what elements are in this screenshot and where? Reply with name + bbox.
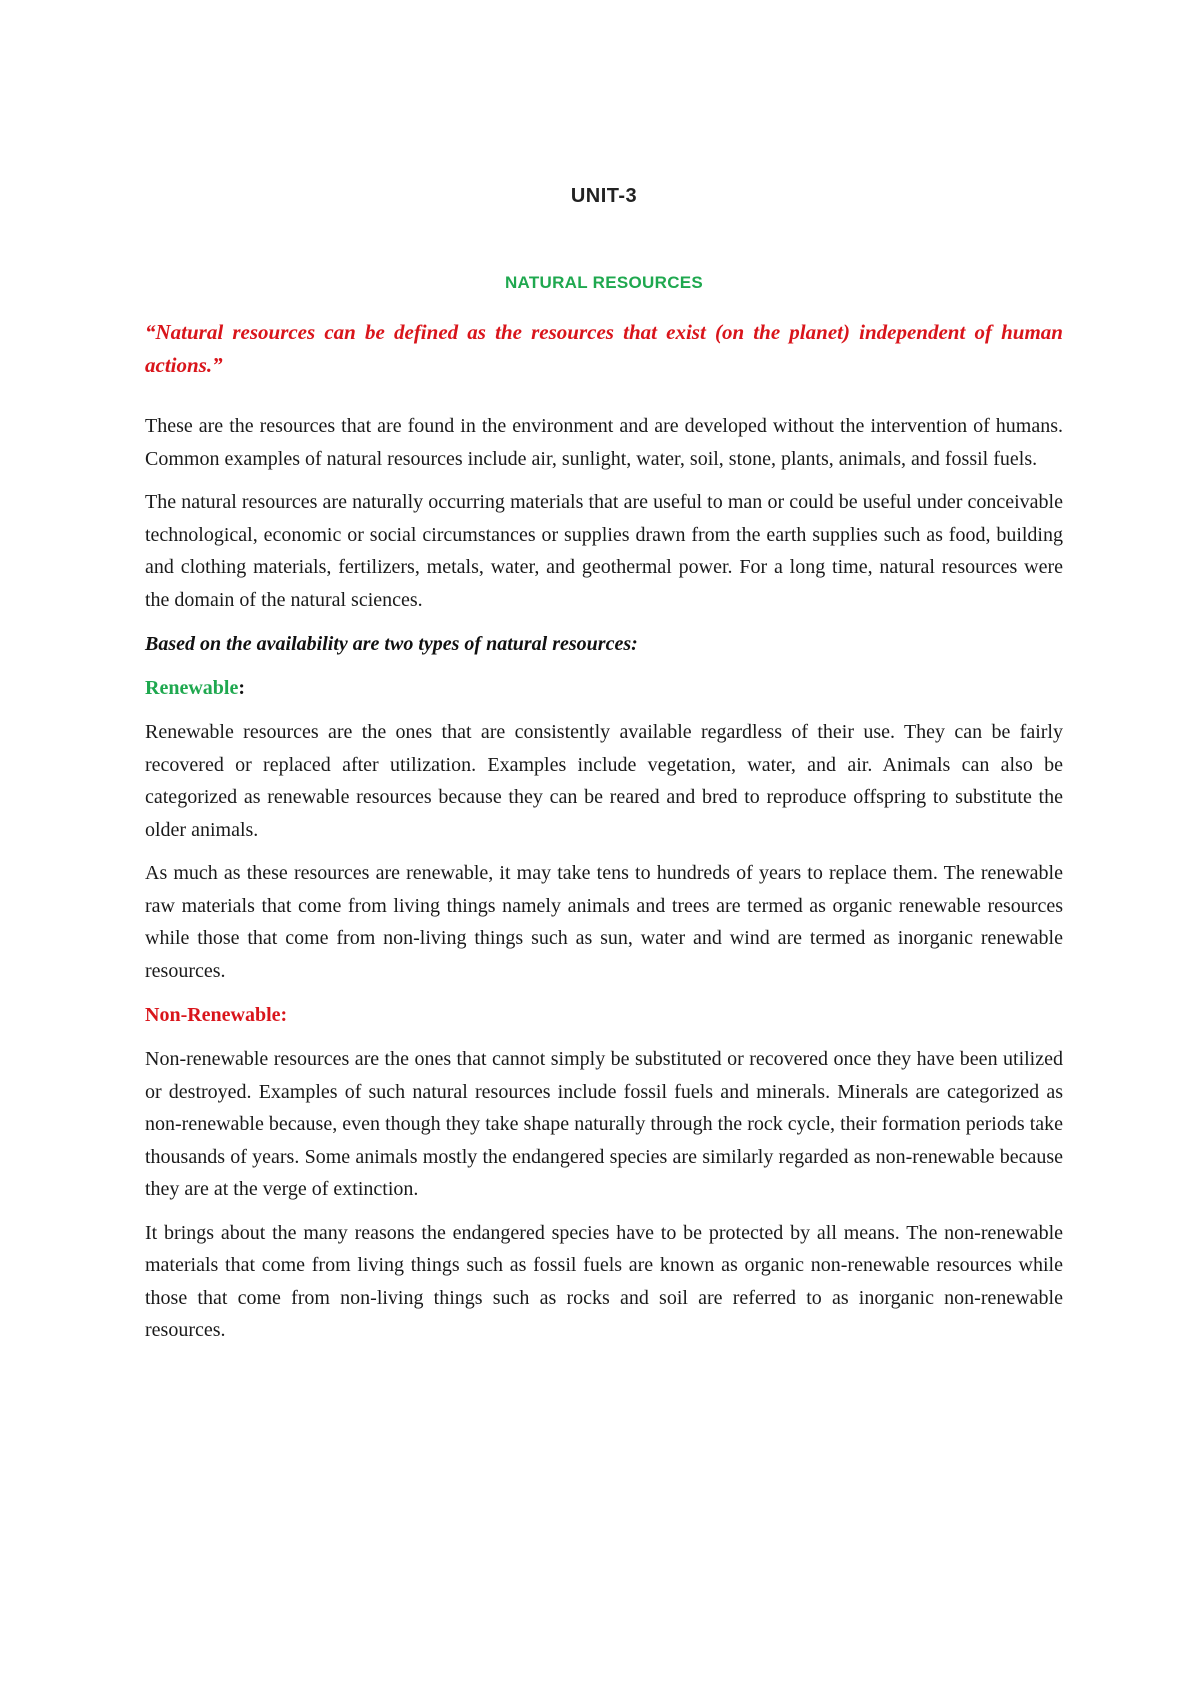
non-renewable-paragraph-1: Non-renewable resources are the ones that cannot simply be substituted or recovered once they have been utilized or destroyed. Examples of such natural resources include fossil fuels and minerals. Minerals are categorized as non-renewable because, even though they take shape naturally through the rock cycle, their formation periods take thousands of years. Some animals mostly the endangered species are similarly regarded as non-renewable because they are at the verge of extinction. [145,1048,1063,1200]
unit-title: UNIT-3 [570,185,638,207]
intro-paragraph-2: The natural resources are naturally occurring materials that are useful to man or could be useful under conceivable technological, economic or social circumstances or supplies drawn from the earth supplies such as food, building and clothing materials, fertilizers, metals, water, and geothermal power. For a long time, natural resources were the domain of the natural sciences. [145,491,1063,611]
section-title: NATURAL RESOURCES [504,273,704,292]
intro-paragraph-1: These are the resources that are found in the environment and are developed without the intervention of humans. Common examples of natural resources include air, sunlight, water, soil, stone, plants, animals, and fossil fuels. [145,415,1063,470]
non-renewable-heading: Non-Renewable: [145,1004,288,1026]
renewable-heading-label: Renewable [145,677,239,699]
renewable-paragraph-2: As much as these resources are renewable, it may take tens to hundreds of years to replace them. The renewable raw materials that come from living things namely animals and trees are termed as organic renewable resources while those that come from non-living things such as sun, water and wind are termed as inorganic renewable resources. [145,862,1063,982]
renewable-heading-colon: : [238,677,245,699]
renewable-paragraph-1: Renewable resources are the ones that are consistently available regardless of their use. They can be fairly recovered or replaced after utilization. Examples include vegetation, water, and air. Animals can also be categorized as renewable resources because they can be reared and bred to reproduce offspring to substitute the older animals. [145,721,1063,841]
intro-block [145,410,1063,1347]
non-renewable-paragraph-2: It brings about the many reasons the endangered species have to be protected by all means. The non-renewable materials that come from living things such as fossil fuels are known as organic non-renewable resources while those that come from non-living things such as rocks and soil are referred to as inorganic non-renewable resources. [145,1221,1063,1341]
renewable-heading [145,672,1063,704]
types-heading: Based on the availability are two types of natural resources: [145,633,638,655]
definition-quote: “Natural resources can be defined as the resources that exist (on the planet) independent of human actions.” [145,320,1063,377]
